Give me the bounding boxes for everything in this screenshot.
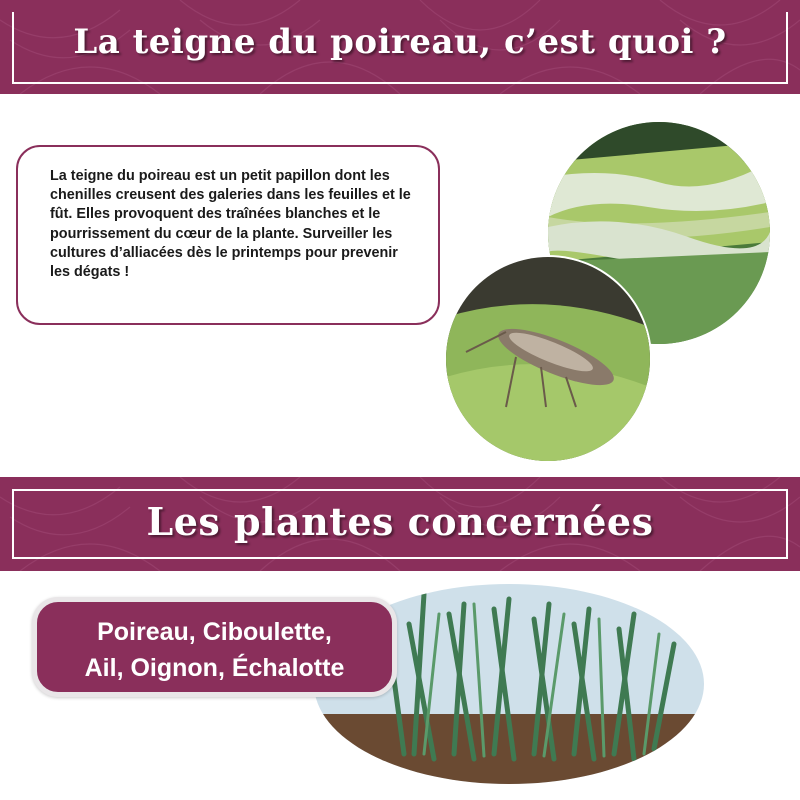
header-banner-1: [0, 0, 800, 94]
plants-list: [37, 614, 392, 686]
description-text: La teigne du poireau est un petit papillon dont les chenilles creusent des galeries dans les feuilles et le fût. Elles provoquent des traînées blanches et le pourrissement du cœur de la plante. Surveiller les cultures d’alliacées dès le printemps pour prevenir les dégats !: [50, 168, 411, 281]
header-banner-2: [0, 477, 800, 571]
moth-photo: [446, 257, 650, 461]
plants-list-box: [32, 597, 397, 697]
description-box: [16, 145, 440, 325]
section-title-what-is-it: La teigne du poireau, c’est quoi ?: [73, 22, 727, 62]
plants-line-1: Poireau, Ciboulette,: [97, 618, 332, 646]
plants-line-2: Ail, Oignon, Échalotte: [84, 654, 345, 682]
section-title-plants: Les plantes concernées: [146, 499, 654, 544]
